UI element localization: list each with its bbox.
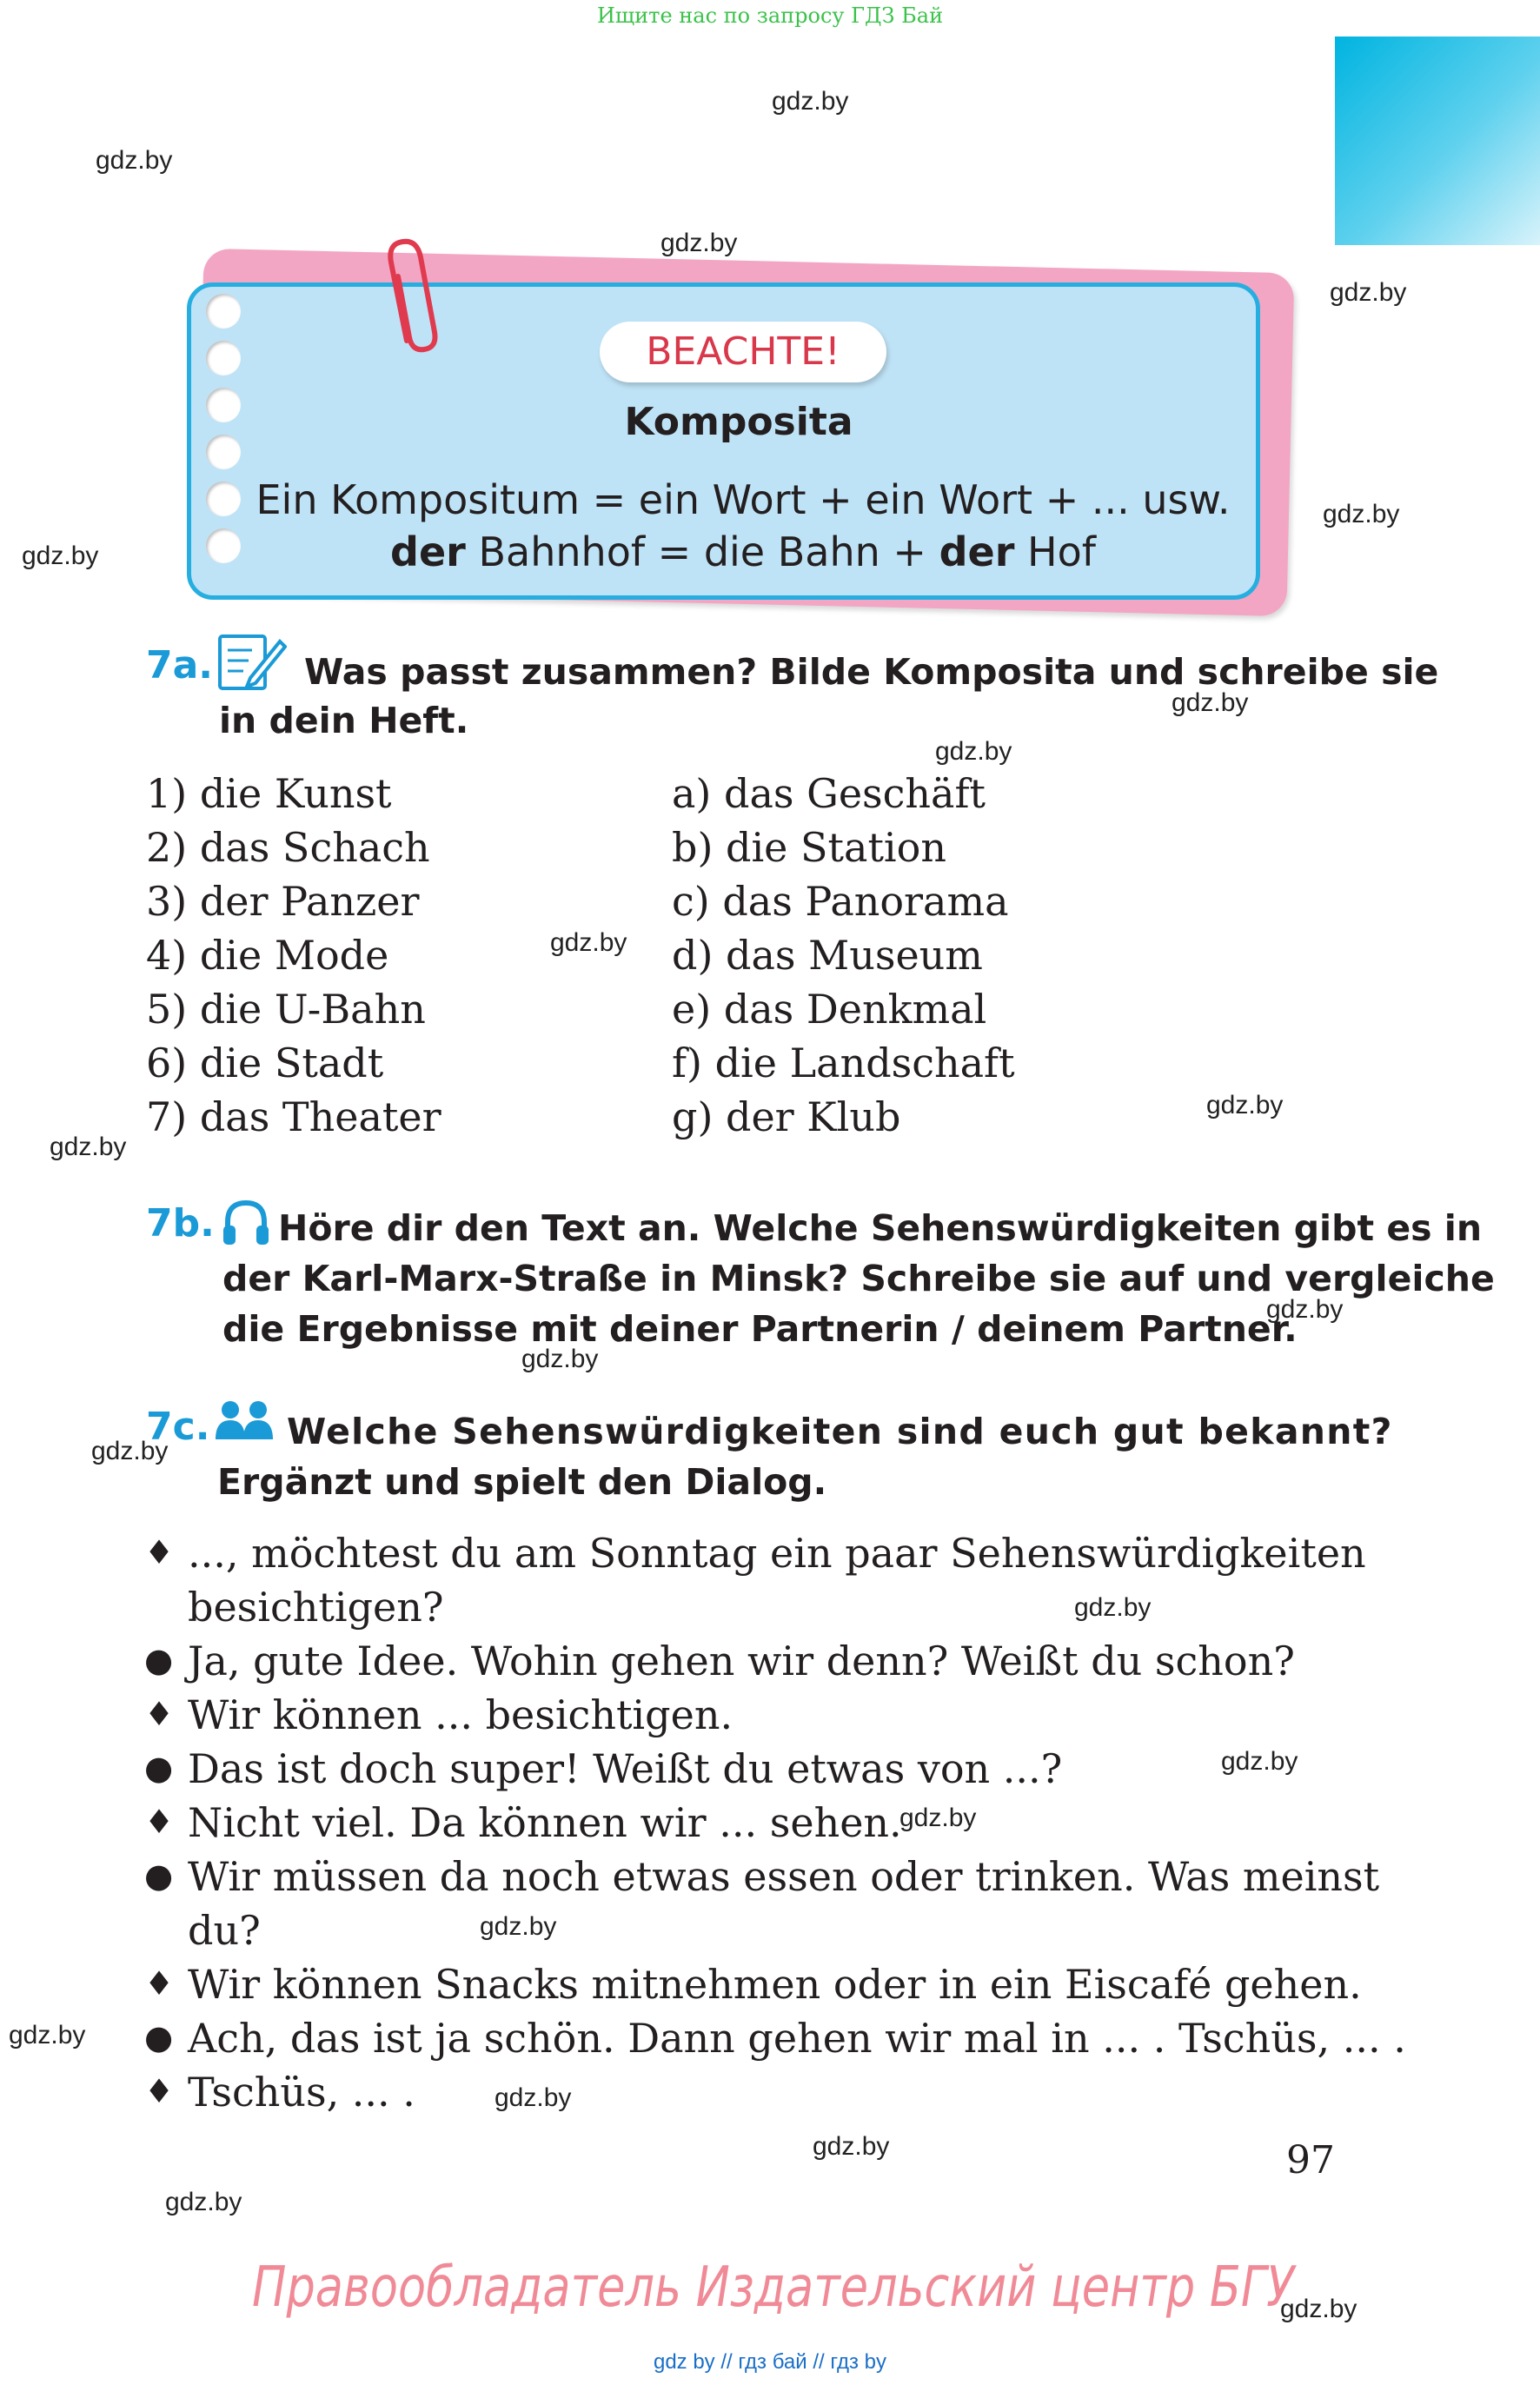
article-der: der <box>939 528 1015 575</box>
dialog-marker-diamond: ♦ <box>144 2072 175 2110</box>
left-item: 6) die Stadt <box>146 1040 384 1086</box>
watermark: gdz.by <box>96 146 173 175</box>
dialog-marker-dot: ● <box>144 1749 174 1787</box>
right-item: c) das Panorama <box>672 878 1009 925</box>
task-7b-line-2: der Karl-Marx-Straße in Minsk? Schreibe sie auf und vergleiche <box>222 1258 1495 1299</box>
dialog-line: Wir müssen da noch etwas essen oder trinken. Was meinst <box>188 1853 1380 1900</box>
watermark: gdz.by <box>813 2132 890 2161</box>
watermark: gdz.by <box>899 1804 977 1832</box>
watermark: gdz.by <box>50 1133 127 1161</box>
bottom-links[interactable]: gdz by // гдз бай // гдз by <box>653 2350 887 2374</box>
rule-line-2 <box>187 528 1299 575</box>
watermark: gdz.by <box>22 541 99 570</box>
binder-hole <box>206 294 241 329</box>
dialog-line: Das ist doch super! Weißt du etwas von ...? <box>188 1745 1063 1792</box>
left-item: 5) die U-Bahn <box>146 986 426 1033</box>
watermark: gdz.by <box>660 229 738 257</box>
task-7b-number: 7b. <box>146 1201 215 1246</box>
article-der: der <box>390 528 466 575</box>
komposita-title: Komposita <box>624 400 853 444</box>
watermark: gdz.by <box>772 87 849 116</box>
dialog-marker-diamond: ♦ <box>144 1964 175 2003</box>
right-item: a) das Geschäft <box>672 770 986 817</box>
watermark: gdz.by <box>165 2188 242 2216</box>
watermark: gdz.by <box>495 2083 572 2112</box>
watermark: gdz.by <box>1206 1091 1284 1119</box>
watermark: gdz.by <box>1074 1593 1152 1622</box>
right-item: b) die Station <box>672 824 946 871</box>
pair-work-icon <box>214 1399 275 1443</box>
dialog-line: besichtigen? <box>188 1584 444 1631</box>
corner-decoration <box>1335 37 1540 245</box>
dialog-line: Wir können ... besichtigen. <box>188 1691 733 1738</box>
task-7b-line-1: Höre dir den Text an. Welche Sehenswürdigkeiten gibt es in <box>278 1207 1483 1249</box>
dialog-marker-diamond: ♦ <box>144 1533 175 1571</box>
dialog-line: Ach, das ist ja schön. Dann gehen wir mal in ... . Tschüs, ... . <box>188 2015 1406 2062</box>
binder-hole <box>206 341 241 375</box>
task-7c-line-2: Ergänzt und spielt den Dialog. <box>217 1461 827 1503</box>
task-7c-number: 7c. <box>146 1405 210 1449</box>
dialog-marker-diamond: ♦ <box>144 1695 175 1733</box>
watermark: gdz.by <box>91 1437 169 1465</box>
dialog-line: du? <box>188 1907 261 1954</box>
task-7b-line-3: die Ergebnisse mit deiner Partnerin / deinem Partner. <box>222 1308 1298 1350</box>
dialog-marker-dot: ● <box>144 1641 174 1679</box>
watermark: gdz.by <box>1172 688 1249 717</box>
dialog-marker-dot: ● <box>144 1857 174 1895</box>
watermark: gdz.by <box>9 2021 86 2050</box>
rule-line-1: Ein Kompositum = ein Wort + ein Wort + ... usw. <box>256 476 1231 523</box>
top-banner[interactable]: Ищите нас по запросу ГДЗ Бай <box>596 3 944 28</box>
dialog-line: Ja, gute Idee. Wohin gehen wir denn? Weißt du schon? <box>188 1638 1295 1684</box>
watermark: gdz.by <box>480 1912 557 1941</box>
left-item: 7) das Theater <box>146 1093 441 1140</box>
watermark: gdz.by <box>1323 500 1400 528</box>
dialog-marker-diamond: ♦ <box>144 1803 175 1841</box>
left-item: 4) die Mode <box>146 932 389 979</box>
right-item: d) das Museum <box>672 932 983 979</box>
right-item: f) die Landschaft <box>672 1040 1015 1086</box>
copyright-footer: Правообладатель Издательский центр БГУ <box>252 2255 1295 2320</box>
rule-text: Bahnhof = die Bahn + <box>465 528 939 575</box>
beachte-badge: BEACHTE! <box>600 322 886 382</box>
dialog-line: Tschüs, ... . <box>188 2069 415 2116</box>
watermark: gdz.by <box>550 928 627 957</box>
rule-text: Hof <box>1014 528 1096 575</box>
right-item: e) das Denkmal <box>672 986 987 1033</box>
left-item: 3) der Panzer <box>146 878 420 925</box>
dialog-line: ..., möchtest du am Sonntag ein paar Sehenswürdigkeiten <box>188 1530 1366 1577</box>
watermark: gdz.by <box>521 1345 599 1373</box>
watermark: gdz.by <box>1330 278 1407 307</box>
dialog-marker-dot: ● <box>144 2018 174 2056</box>
watermark: gdz.by <box>1266 1295 1344 1324</box>
watermark: gdz.by <box>935 737 1012 766</box>
dialog-line: Nicht viel. Da können wir ... sehen. <box>188 1799 902 1846</box>
right-item: g) der Klub <box>672 1093 901 1140</box>
notebook-pencil-icon <box>217 633 287 692</box>
paperclip-icon <box>382 236 443 358</box>
page-number: 97 <box>1286 2138 1335 2182</box>
left-item: 1) die Kunst <box>146 770 392 817</box>
left-item: 2) das Schach <box>146 824 430 871</box>
headphones-icon <box>221 1198 271 1248</box>
task-7a-line-1: Was passt zusammen? Bilde Komposita und schreibe sie <box>304 651 1439 693</box>
task-7a-line-2: in dein Heft. <box>219 700 469 741</box>
task-7c-line-1: Welche Sehenswürdigkeiten sind euch gut bekannt? <box>287 1411 1393 1452</box>
watermark: gdz.by <box>1280 2295 1357 2323</box>
watermark: gdz.by <box>1221 1747 1298 1776</box>
task-7a-number: 7a. <box>146 643 214 688</box>
dialog-line: Wir können Snacks mitnehmen oder in ein Eiscafé gehen. <box>188 1961 1362 2008</box>
